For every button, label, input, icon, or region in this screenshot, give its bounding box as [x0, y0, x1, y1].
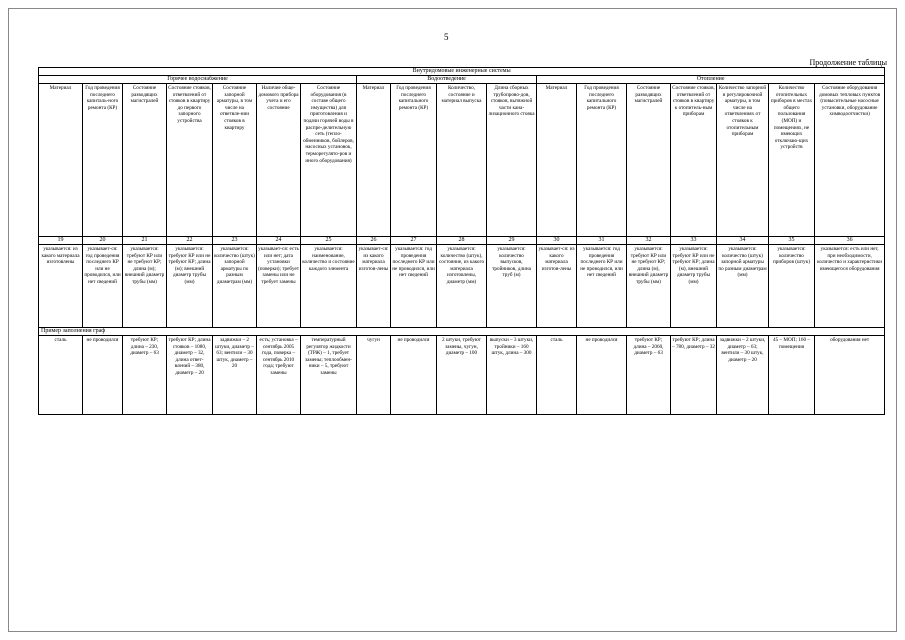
group-heating: Отопление: [537, 76, 885, 84]
column-header: Наличие обще-домового прибора учета и его состояние: [257, 84, 301, 237]
engineering-systems-table: [38, 67, 885, 415]
example-row: [39, 336, 885, 415]
column-description: указывается: наименование, количество и состояние каждого элемента: [301, 245, 357, 328]
column-number: 30: [537, 237, 577, 245]
header-row: [39, 84, 885, 237]
column-header: Количество, состояние и материал выпуска: [437, 84, 487, 237]
column-number: 24: [257, 237, 301, 245]
column-description: указывается: количество (штук), состояние, из какого материала изготовлены, диаметр (мм): [437, 245, 487, 328]
column-number: 35: [769, 237, 815, 245]
column-header: Материал: [357, 84, 391, 237]
column-description: указывается: количество (штук) запорной арматуры по разным диаметрам (мм): [213, 245, 257, 328]
column-number: 27: [391, 237, 437, 245]
example-cell: сталь: [537, 336, 577, 415]
example-cell: задвижки – 2 штуки, диаметр – 63; вентили – 30 штук, диаметр – 20: [213, 336, 257, 415]
section-title: Внутридомовые инженерные системы: [39, 68, 885, 76]
column-number: 33: [671, 237, 717, 245]
column-number: 28: [437, 237, 487, 245]
column-description: указывается: год проведения последнего КР или не проводился, или нет сведений: [577, 245, 627, 328]
column-number: 26: [357, 237, 391, 245]
column-description: указывает-ся: из какого материала изготов-лены: [537, 245, 577, 328]
example-cell: чугун: [357, 336, 391, 415]
column-header: Количество отопительных приборов в местах общего пользования (МОП) и помещениях, не имеющих отключаю-щих устройств: [769, 84, 815, 237]
column-header: Состояние стояков, ответвлений от стояков в квартиру к отопитель-ным приборам: [671, 84, 717, 237]
column-header: Материал: [537, 84, 577, 237]
column-number: 29: [487, 237, 537, 245]
column-header: Состояние разводящих магистралей: [627, 84, 671, 237]
column-header: Материал: [39, 84, 83, 237]
column-header: Год проведения последнего капитального ремонта (КР): [391, 84, 437, 237]
column-description: указывается: требуют КР или не требуют КР; длина (м); внешний диаметр трубы (мм): [123, 245, 167, 328]
continuation-label: Продолжение таблицы: [809, 58, 887, 67]
example-cell: требуют КР; длина стояков – 1080, диаметр – 32, длина ответ-влений – 380, диаметр – 20: [167, 336, 213, 415]
example-cell: не проводился: [391, 336, 437, 415]
column-header: Год проведения последнего капиталь-ного ремонта (КР): [83, 84, 123, 237]
page-number: 5: [444, 32, 449, 42]
column-description: указывает-ся: есть или нет; дата установки (поверки); требует замены или не требует замены: [257, 245, 301, 328]
column-number: 32: [627, 237, 671, 245]
column-description: указывает-ся: из какого материала изготов-лены: [357, 245, 391, 328]
column-header: Состояние разводящих магистралей: [123, 84, 167, 237]
column-description: указывается: требуют КР или не требуют КР; длина (м), внешний диаметр трубы (мм): [671, 245, 717, 328]
column-header: Длина сборных трубопрово-дов, стояков, вытяжной части кана-лизационного стояка: [487, 84, 537, 237]
example-cell: выпуски – 3 штуки, тройники – 160 штук, длина – 300: [487, 336, 537, 415]
column-header: Состояние оборудования домовых тепловых пунктов (повысительные насосные установки, оборудование химводоотчистки): [815, 84, 885, 237]
column-description: указывается: количество приборов (штук): [769, 245, 815, 328]
example-cell: задвижки – 2 штуки, диаметр – 63; вентили – 30 штук, диаметр – 20: [717, 336, 769, 415]
column-header: Количество запорной и регулировочной арматуры, в том числе на ответвлениях от стояков к отопительным приборам: [717, 84, 769, 237]
example-cell: не проводился: [577, 336, 627, 415]
example-cell: требуют КР; длина – 230, диаметр – 63: [123, 336, 167, 415]
column-description: указывается: из какого материала изготовлены: [39, 245, 83, 328]
column-description: указывается: требуют КР или не требуют КР; длина (м), внешний диаметр трубы (мм): [627, 245, 671, 328]
group-hot-water: Горячее водоснабжение: [39, 76, 357, 84]
example-cell: есть; установка – сентябрь 2005 года, поверка – сентябрь 2010 года; требуют замены: [257, 336, 301, 415]
column-description: указывается: требуют КР или не требуют КР; длина (м); внешний диаметр трубы (мм): [167, 245, 213, 328]
column-description: указывается: год проведения последнего КР или не проводился, или нет сведений: [391, 245, 437, 328]
column-description: указывает-ся: год проведения последнего КР или не проводился, или нет сведений: [83, 245, 123, 328]
column-header: Состояние оборудования (в составе общего имущества) для приготовления и подачи горячей воды в распре-делительную сеть (тепло-обменников, бойлеров, насосных установок, терморегулято-ров и иного оборудования): [301, 84, 357, 237]
column-number: 36: [815, 237, 885, 245]
example-cell: 2 штуки, требуют замены, чугун, диаметр – 100: [437, 336, 487, 415]
example-cell: температурный регулятор жидкости (ТРЖ) – 1, требует замены; теплообмен-ники – 5, требуют замены: [301, 336, 357, 415]
description-row: [39, 245, 885, 328]
column-number-row: [39, 237, 885, 245]
example-cell: требуют КР; длина – 780, диаметр – 32: [671, 336, 717, 415]
column-number: 20: [83, 237, 123, 245]
column-number: 34: [717, 237, 769, 245]
column-header: Состояние запорной арматуры, в том числе на ответвле-нии стояков в квартиру: [213, 84, 257, 237]
example-label: Пример заполнения граф: [39, 328, 885, 336]
example-cell: требуют КР; длина – 2060, диаметр – 63: [627, 336, 671, 415]
column-number: 25: [301, 237, 357, 245]
column-description: указывается: количество выпусков, тройников, длина труб (м): [487, 245, 537, 328]
column-header: Год проведения последнего капитального ремонта (КР): [577, 84, 627, 237]
group-drainage: Водоотведение: [357, 76, 537, 84]
column-description: указывается: количество (штук) запорной арматуры по разным диаметрам (мм): [717, 245, 769, 328]
column-description: указывается: есть или нет, при необходимости, количество и характеристики имеющегося оборудования: [815, 245, 885, 328]
column-number: 21: [123, 237, 167, 245]
column-number: 19: [39, 237, 83, 245]
column-number: 22: [167, 237, 213, 245]
example-cell: 45 – МОП; 160 – помещения: [769, 336, 815, 415]
example-cell: сталь: [39, 336, 83, 415]
column-header: Состояние стояков, ответвлений от стояков в квартиру до первого запорного устройства: [167, 84, 213, 237]
example-cell: не проводился: [83, 336, 123, 415]
column-number: 31: [577, 237, 627, 245]
example-cell: оборудования нет: [815, 336, 885, 415]
column-number: 23: [213, 237, 257, 245]
